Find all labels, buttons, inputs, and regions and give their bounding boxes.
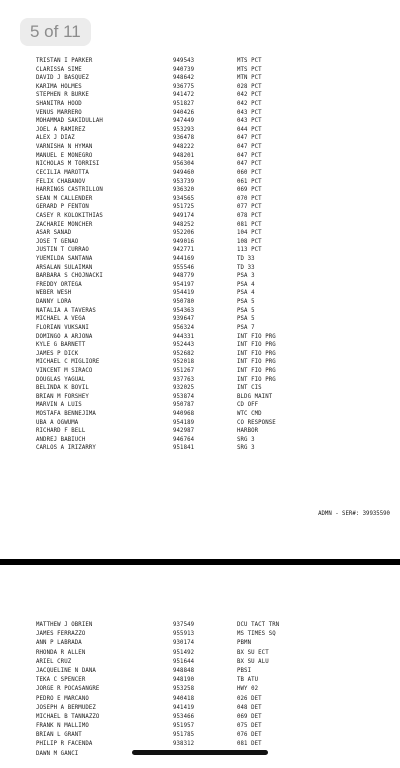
officer-serial: 951644 <box>173 658 195 665</box>
officer-serial: 949460 <box>173 169 195 176</box>
officer-name: NICHOLAS M TORRISI <box>36 161 100 168</box>
officer-name: MOHAMMAD SAKIDULLAH <box>36 118 103 125</box>
officer-name: NATALIA A TAVERAS <box>36 307 96 314</box>
officer-command: 081 DET <box>237 741 262 748</box>
officer-command: PBSI <box>237 667 252 674</box>
officer-command: SRG 3 <box>237 445 255 452</box>
roster-row <box>36 272 376 281</box>
officer-command: HARBOR <box>237 428 259 435</box>
roster-row <box>36 685 376 694</box>
officer-command: BX SU ALU <box>237 658 269 665</box>
roster-row <box>36 160 376 169</box>
officer-serial: 956304 <box>173 161 195 168</box>
officer-name: WEBER WESH <box>36 290 72 297</box>
officer-command: 077 PCT <box>237 204 262 211</box>
officer-command: PBMN <box>237 640 252 647</box>
officer-name: DAWN M GANCI <box>36 750 79 757</box>
officer-serial: 939647 <box>173 316 195 323</box>
roster-row <box>36 83 376 92</box>
officer-name: ARSALAN SULAIMAN <box>36 264 93 271</box>
officer-name: VARNISHA N HYMAN <box>36 144 93 151</box>
officer-name: UBA A OGWUMA <box>36 419 79 426</box>
admin-serial-footer: ADMN - SER#: 39935590 <box>318 511 390 517</box>
officer-name: FELIX CHABANOV <box>36 178 86 185</box>
officer-serial: 934565 <box>173 195 195 202</box>
officer-name: ARIEL CRUZ <box>36 658 72 665</box>
officer-command: 104 PCT <box>237 230 262 237</box>
roster-row <box>36 401 376 410</box>
officer-serial: 941472 <box>173 92 195 99</box>
roster-row <box>36 630 376 639</box>
roster-row <box>36 621 376 630</box>
officer-name: ANN P LABRADA <box>36 640 82 647</box>
officer-serial: 949016 <box>173 238 195 245</box>
roster-row <box>36 126 376 135</box>
officer-serial: 942987 <box>173 428 195 435</box>
officer-command: INT FIO PRG <box>237 376 276 383</box>
roster-row <box>36 333 376 342</box>
officer-command: BX SU ECT <box>237 649 269 656</box>
officer-serial: 953874 <box>173 393 195 400</box>
roster-row <box>36 695 376 704</box>
officer-serial: 948642 <box>173 75 195 82</box>
officer-command: 061 PCT <box>237 178 262 185</box>
officer-name: JAMES P DICK <box>36 350 79 357</box>
roster-row <box>36 393 376 402</box>
officer-command: 108 PCT <box>237 238 262 245</box>
roster-row <box>36 419 376 428</box>
roster-row <box>36 676 376 685</box>
roster-row <box>36 100 376 109</box>
officer-name: RICHARD F BELL <box>36 428 86 435</box>
officer-serial: 951267 <box>173 367 195 374</box>
officer-name: BRIAN L GRANT <box>36 732 82 739</box>
officer-command: 047 PCT <box>237 144 262 151</box>
officer-name: VINCENT M SIRACO <box>36 367 93 374</box>
roster-row <box>36 57 376 66</box>
roster-row <box>36 109 376 118</box>
roster-row <box>36 91 376 100</box>
officer-command: MTS PCT <box>237 58 262 64</box>
officer-name: SEAN M CALLENDER <box>36 195 93 202</box>
officer-command: 047 PCT <box>237 152 262 159</box>
roster-row <box>36 246 376 255</box>
officer-serial: 951785 <box>173 732 195 739</box>
officer-name: PHILIP R FACENDA <box>36 741 93 748</box>
officer-serial: 937763 <box>173 376 195 383</box>
roster-row <box>36 731 376 740</box>
officer-name: ALEX J DIAZ <box>36 135 75 142</box>
officer-serial: 952443 <box>173 342 195 349</box>
officer-command: MS TIMES SQ <box>237 631 276 638</box>
roster-row <box>36 298 376 307</box>
officer-serial: 937549 <box>173 622 195 628</box>
officer-name: CASEY R KOLOKITHIAS <box>36 212 103 219</box>
officer-serial: 936478 <box>173 135 195 142</box>
officer-serial: 953293 <box>173 126 195 133</box>
roster-row <box>36 66 376 75</box>
officer-serial: 936775 <box>173 83 195 90</box>
officer-serial: 953739 <box>173 178 195 185</box>
roster-row <box>36 341 376 350</box>
officer-command: PSA 3 <box>237 273 255 280</box>
officer-command: 028 PCT <box>237 83 262 90</box>
officer-serial: 942771 <box>173 247 195 254</box>
officer-command: 042 PCT <box>237 92 262 99</box>
officer-name: DOMINGO A ARJONA <box>36 333 93 340</box>
roster-row <box>36 74 376 83</box>
officer-command: PSA 4 <box>237 281 255 288</box>
officer-command: 069 PCT <box>237 187 262 194</box>
officer-command: PSA 5 <box>237 299 255 306</box>
officer-command: MTS PCT <box>237 66 262 73</box>
officer-serial: 951841 <box>173 445 195 452</box>
roster-row <box>36 639 376 648</box>
page-divider <box>0 559 400 565</box>
roster-row <box>36 152 376 161</box>
officer-name: TEKA C SPENCER <box>36 677 86 684</box>
officer-name: CECILIA MAROTTA <box>36 169 89 176</box>
officer-command: INT FIO PRG <box>237 350 276 357</box>
officer-command: PSA 7 <box>237 324 255 331</box>
officer-name: MANUEL E MONEGRO <box>36 152 93 159</box>
officer-command: TB ATU <box>237 677 259 684</box>
officer-command: INT CIS <box>237 385 262 392</box>
officer-command: 070 PCT <box>237 195 262 202</box>
officer-name: MICHAEL C MIGLIORE <box>36 359 100 366</box>
officer-serial: 953258 <box>173 686 195 693</box>
officer-command: 048 DET <box>237 704 262 711</box>
roster-row <box>36 704 376 713</box>
officer-name: CARLOS A IRIZARRY <box>36 445 96 452</box>
officer-serial: 956324 <box>173 324 195 331</box>
officer-command: 076 DET <box>237 732 262 739</box>
roster-row <box>36 289 376 298</box>
officer-serial: 953466 <box>173 713 195 720</box>
officer-serial: 952682 <box>173 350 195 357</box>
officer-command: 042 PCT <box>237 101 262 108</box>
officer-serial: 948190 <box>173 677 195 684</box>
roster-row <box>36 427 376 436</box>
roster-list-bottom <box>36 621 376 759</box>
officer-command: DCU TACT TRN <box>237 622 280 628</box>
officer-name: JOEL A RAMIREZ <box>36 126 86 133</box>
officer-command: 078 PCT <box>237 212 262 219</box>
officer-name: FRANK N MALLIMO <box>36 723 89 730</box>
officer-serial: 944169 <box>173 256 195 263</box>
roster-row <box>36 307 376 316</box>
roster-row <box>36 212 376 221</box>
roster-row <box>36 143 376 152</box>
officer-name: BARBARA S CHOJNACKI <box>36 273 103 280</box>
scroll-indicator[interactable] <box>132 750 268 755</box>
officer-command: 044 PCT <box>237 126 262 133</box>
officer-serial: 949543 <box>173 58 195 64</box>
officer-command: 081 PCT <box>237 221 262 228</box>
roster-row <box>36 376 376 385</box>
roster-row <box>36 444 376 453</box>
officer-serial: 940739 <box>173 66 195 73</box>
officer-name: JOSEPH A BERMUDEZ <box>36 704 96 711</box>
officer-command: PSA 5 <box>237 307 255 314</box>
officer-name: MARVIN A LUIS <box>36 402 82 409</box>
roster-row <box>36 367 376 376</box>
officer-serial: 954419 <box>173 290 195 297</box>
roster-row <box>36 264 376 273</box>
officer-name: GERARD P FENTON <box>36 204 89 211</box>
officer-command: MTN PCT <box>237 75 262 82</box>
officer-name: TRISTAN I PARKER <box>36 58 93 64</box>
officer-name: JAMES FERRAZZO <box>36 631 86 638</box>
officer-name: KYLE G BARNETT <box>36 342 86 349</box>
officer-serial: 936320 <box>173 187 195 194</box>
officer-command: INT FIO PRG <box>237 367 276 374</box>
officer-serial: 954189 <box>173 419 195 426</box>
officer-name: JACQUELINE N DANA <box>36 667 96 674</box>
officer-name: ANDREJ BABIUCH <box>36 436 86 443</box>
officer-command: PSA 5 <box>237 316 255 323</box>
officer-command: INT FIO PRG <box>237 359 276 366</box>
officer-command: WTC CMD <box>237 410 262 417</box>
officer-serial: 949174 <box>173 212 195 219</box>
officer-serial: 948222 <box>173 144 195 151</box>
officer-command: SRG 3 <box>237 436 255 443</box>
roster-row <box>36 134 376 143</box>
roster-row <box>36 350 376 359</box>
officer-serial: 951827 <box>173 101 195 108</box>
officer-command: PSA 4 <box>237 290 255 297</box>
officer-name: STEPHEN R BURKE <box>36 92 89 99</box>
officer-serial: 940418 <box>173 695 195 702</box>
officer-command: 043 PCT <box>237 118 262 125</box>
roster-row <box>36 358 376 367</box>
officer-name: HARRINGS CASTRILLON <box>36 187 103 194</box>
officer-serial: 952206 <box>173 230 195 237</box>
officer-command: 069 DET <box>237 713 262 720</box>
officer-serial: 948848 <box>173 667 195 674</box>
officer-name: SHANITRA HOOD <box>36 101 82 108</box>
officer-serial: 948201 <box>173 152 195 159</box>
roster-row <box>36 203 376 212</box>
roster-row <box>36 178 376 187</box>
officer-serial: 947449 <box>173 118 195 125</box>
officer-name: RHONDA R ALLEN <box>36 649 86 656</box>
officer-serial: 954197 <box>173 281 195 288</box>
roster-row <box>36 229 376 238</box>
roster-row <box>36 649 376 658</box>
roster-row <box>36 315 376 324</box>
officer-serial: 950780 <box>173 299 195 306</box>
officer-serial: 941419 <box>173 704 195 711</box>
officer-command: BLDG MAINT <box>237 393 273 400</box>
officer-name: MICHAEL A VEGA <box>36 316 86 323</box>
officer-serial: 951957 <box>173 723 195 730</box>
officer-serial: 932025 <box>173 385 195 392</box>
officer-serial: 951492 <box>173 649 195 656</box>
officer-command: CO RESPONSE <box>237 419 276 426</box>
roster-row <box>36 667 376 676</box>
roster-row <box>36 658 376 667</box>
officer-serial: 948252 <box>173 221 195 228</box>
roster-row <box>36 722 376 731</box>
officer-serial: 948779 <box>173 273 195 280</box>
officer-command: 043 PCT <box>237 109 262 116</box>
officer-command: 047 PCT <box>237 161 262 168</box>
officer-command: INT FIO PRG <box>237 333 276 340</box>
officer-serial: 938312 <box>173 741 195 748</box>
officer-name: DANNY LORA <box>36 299 72 306</box>
roster-row <box>36 255 376 264</box>
roster-row <box>36 713 376 722</box>
officer-command: TD 33 <box>237 256 255 263</box>
roster-row <box>36 281 376 290</box>
officer-serial: 946764 <box>173 436 195 443</box>
roster-row <box>36 436 376 445</box>
roster-row <box>36 117 376 126</box>
officer-command: 113 PCT <box>237 247 262 254</box>
officer-name: DOUGLAS YAGUAL <box>36 376 86 383</box>
officer-name: PEDRO E MARCANO <box>36 695 89 702</box>
officer-name: MOSTAFA BENNEJIMA <box>36 410 96 417</box>
roster-row <box>36 324 376 333</box>
officer-command: HWY 02 <box>237 686 259 693</box>
officer-name: DAVID J BASQUEZ <box>36 75 89 82</box>
officer-name: YUEMILDA SANTANA <box>36 256 93 263</box>
roster-row <box>36 186 376 195</box>
officer-serial: 951725 <box>173 204 195 211</box>
officer-name: ASAR SANAD <box>36 230 72 237</box>
officer-command: INT FIO PRG <box>237 342 276 349</box>
officer-name: JORGE R POCASANGRE <box>36 686 100 693</box>
officer-serial: 955913 <box>173 631 195 638</box>
officer-name: CLARISSA SIME <box>36 66 82 73</box>
officer-serial: 950787 <box>173 402 195 409</box>
officer-command: 060 PCT <box>237 169 262 176</box>
officer-serial: 944331 <box>173 333 195 340</box>
officer-serial: 930174 <box>173 640 195 647</box>
officer-name: JOSE T GENAO <box>36 238 79 245</box>
roster-row <box>36 169 376 178</box>
officer-name: MATTHEW J OBRIEN <box>36 622 93 628</box>
officer-name: VENUS MARRERO <box>36 109 82 116</box>
roster-row <box>36 384 376 393</box>
officer-name: JUSTIN T CURRAO <box>36 247 89 254</box>
officer-name: KARIMA HOLMES <box>36 83 82 90</box>
roster-row <box>36 740 376 749</box>
officer-name: BELINDA K BOVIL <box>36 385 89 392</box>
officer-serial: 952018 <box>173 359 195 366</box>
officer-name: FREDDY ORTEGA <box>36 281 82 288</box>
officer-name: BRIAN M FORSHEY <box>36 393 89 400</box>
roster-row <box>36 221 376 230</box>
officer-command: 026 DET <box>237 695 262 702</box>
officer-serial: 954363 <box>173 307 195 314</box>
roster-list-top <box>36 57 376 453</box>
officer-name: FLORIAN VUKSANI <box>36 324 89 331</box>
roster-row <box>36 410 376 419</box>
officer-command: 047 PCT <box>237 135 262 142</box>
officer-serial: 955546 <box>173 264 195 271</box>
roster-row <box>36 238 376 247</box>
officer-name: MICHAEL B TANNAZZO <box>36 713 100 720</box>
page-indicator: 5 of 11 <box>20 18 91 46</box>
officer-serial: 940426 <box>173 109 195 116</box>
officer-serial: 940968 <box>173 410 195 417</box>
officer-command: 075 DET <box>237 723 262 730</box>
roster-row <box>36 195 376 204</box>
officer-command: TD 33 <box>237 264 255 271</box>
officer-command: CD OFF <box>237 402 259 409</box>
officer-name: ZACHARIE MONCHER <box>36 221 93 228</box>
